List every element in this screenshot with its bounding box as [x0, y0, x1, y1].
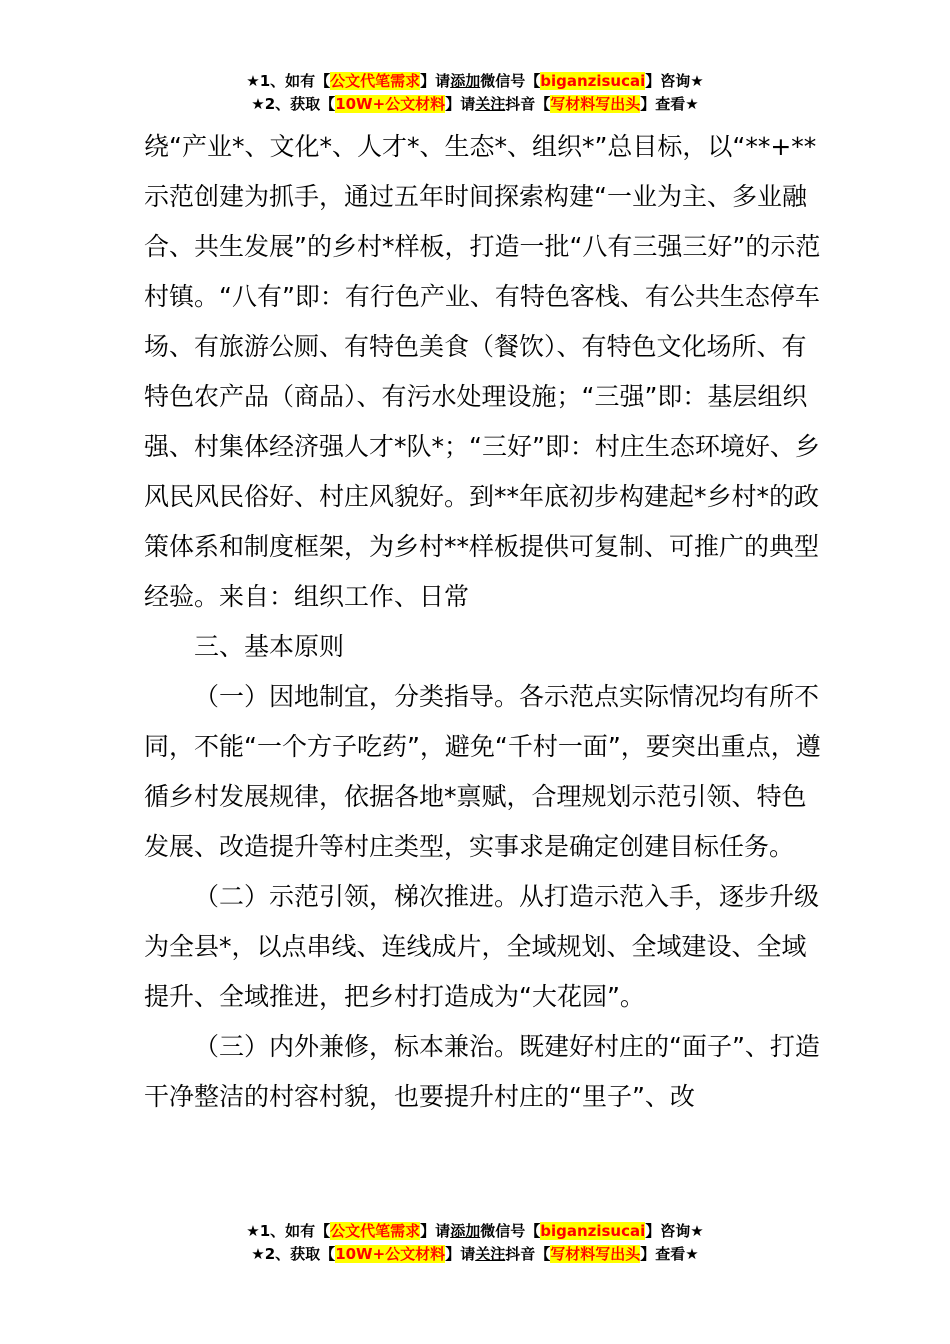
paragraph-goals: 绕“产业*、文化*、人才*、生态*、组织*”总目标，以“**+**示范创建为抓手，通过五年时间探索构建“一业为主、多业融合、共生发展”的乡村*样板，打造一批“八有三强三好”的示范村镇。“八有”即：有行色产业、有特色客栈、有公共生态停车场、有旅游公厕、有特色美食（餐饮）、有特色文化场所、有特色农产品（商品）、有污水处理设施；“三强”即：基层组织强、村集体经济强人才*队*；“三好”即：村庄生态环境好、乡风民风民俗好、村庄风貌好。到**年底初步构建起*乡村*的政策体系和制度框架，为乡村**样板提供可复制、可推广的典型经验。来自：组织工作、日常 — [144, 132, 821, 611]
banner-underlined: 关注 — [475, 95, 506, 113]
banner-text: ★1、如有【 — [246, 72, 331, 90]
banner-highlight: biganzisucai — [540, 72, 646, 90]
banner-text: 】咨询★ — [645, 72, 704, 90]
banner-highlight: biganzisucai — [540, 1222, 646, 1240]
footer-banner — [0, 1220, 950, 1266]
banner-text: 抖音【 — [505, 1245, 551, 1263]
banner-highlight: 公文代笔需求 — [330, 1222, 421, 1240]
banner-text: ★1、如有【 — [246, 1222, 331, 1240]
section-heading: 三、基本原则 — [194, 632, 345, 661]
banner-text: ★2、获取【 — [251, 1245, 336, 1263]
banner-text: 】请 — [445, 95, 476, 113]
banner-text: 抖音【 — [505, 95, 551, 113]
banner-text: 微信号【 — [480, 72, 541, 90]
banner-highlight: 写材料写出头 — [550, 1245, 641, 1263]
banner-text: ★2、获取【 — [251, 95, 336, 113]
banner-highlight: 写材料写出头 — [550, 95, 641, 113]
banner-line-2 — [0, 93, 950, 116]
banner-underlined: 添加 — [450, 1222, 481, 1240]
banner-line-1 — [0, 1220, 950, 1243]
paragraph-principle-2: （二）示范引领，梯次推进。从打造示范入手，逐步升级为全县*，以点串线、连线成片，全域规划、全域建设、全域提升、全域推进，把乡村打造成为“大花园”。 — [144, 882, 820, 1011]
banner-text: 】请 — [420, 72, 451, 90]
document-body — [144, 122, 824, 1122]
banner-text: 】咨询★ — [645, 1222, 704, 1240]
banner-line-2 — [0, 1243, 950, 1266]
banner-highlight: 10W+公文材料 — [335, 95, 446, 113]
banner-highlight: 公文代笔需求 — [330, 72, 421, 90]
banner-text: 】查看★ — [640, 1245, 699, 1263]
banner-text: 】请 — [420, 1222, 451, 1240]
banner-text: 】请 — [445, 1245, 476, 1263]
paragraph-principle-1: （一）因地制宜，分类指导。各示范点实际情况均有所不同，不能“一个方子吃药”，避免“千村一面”，要突出重点，遵循乡村发展规律，依据各地*禀赋，合理规划示范引领、特色发展、改造提升等村庄类型，实事求是确定创建目标任务。 — [144, 682, 821, 861]
banner-underlined: 添加 — [450, 72, 481, 90]
paragraph-principle-3: （三）内外兼修，标本兼治。既建好村庄的“面子”、打造干净整洁的村容村貌，也要提升村庄的“里子”、改 — [144, 1032, 820, 1111]
banner-underlined: 关注 — [475, 1245, 506, 1263]
header-banner — [0, 70, 950, 116]
banner-text: 】查看★ — [640, 95, 699, 113]
banner-line-1 — [0, 70, 950, 93]
banner-text: 微信号【 — [480, 1222, 541, 1240]
banner-highlight: 10W+公文材料 — [335, 1245, 446, 1263]
